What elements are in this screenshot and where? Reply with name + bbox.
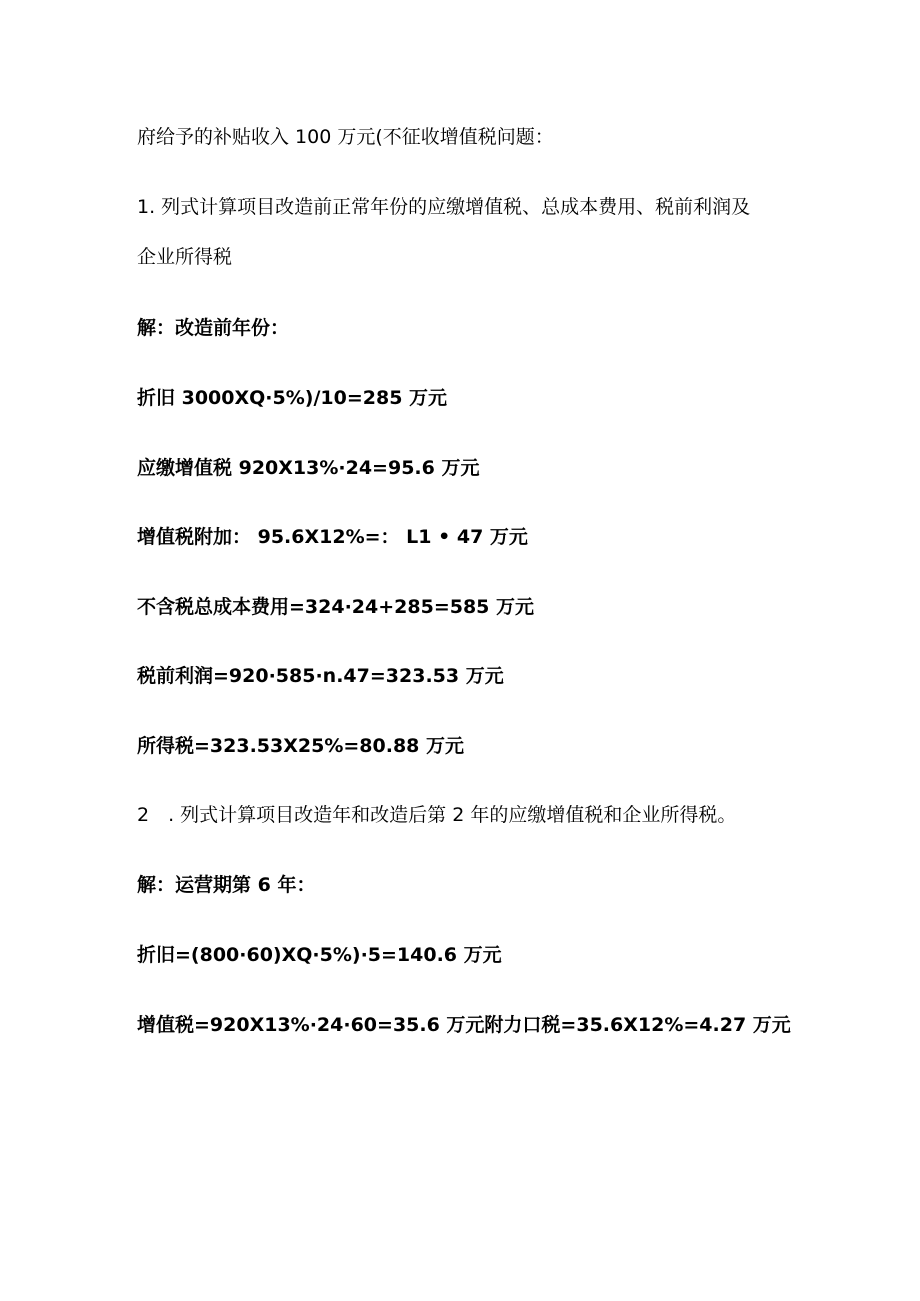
vat-and-surcharge-year-6-calculation: 增值税=920X13%·24·60=35.6 万元附力口税=35.6X12%=4.27 万元 xyxy=(137,1014,791,1036)
income-tax-calculation: 所得税=323.53X25%=80.88 万元 xyxy=(137,735,464,757)
answer-1-heading: 解：改造前年份： xyxy=(137,317,290,339)
depreciation-year-6-calculation: 折旧=(800·60)XQ·5%)·5=140.6 万元 xyxy=(137,944,502,966)
depreciation-calculation: 折旧 3000XQ·5%)/10=285 万元 xyxy=(137,387,448,409)
question-2-text: 2 . 列式计算项目改造年和改造后第 2 年的应缴增值税和企业所得税。 xyxy=(137,804,737,826)
answer-2-heading: 解：运营期第 6 年： xyxy=(137,874,316,896)
question-1-text: 1. 列式计算项目改造前正常年份的应缴增值税、总成本费用、税前利润及 xyxy=(137,196,751,218)
vat-surcharge-calculation: 增值税附加： 95.6X12%=： L1 • 47 万元 xyxy=(137,526,528,548)
total-cost-calculation: 不含税总成本费用=324·24+285=585 万元 xyxy=(137,596,535,618)
pretax-profit-calculation: 税前利润=920·585·n.47=323.53 万元 xyxy=(137,665,504,687)
question-1-text-continued: 企业所得税 xyxy=(137,246,233,268)
vat-payable-calculation: 应缴增值税 920X13%·24=95.6 万元 xyxy=(137,457,480,479)
intro-text-line: 府给予的补贴收入 100 万元(不征收增值税问题： xyxy=(137,126,554,148)
